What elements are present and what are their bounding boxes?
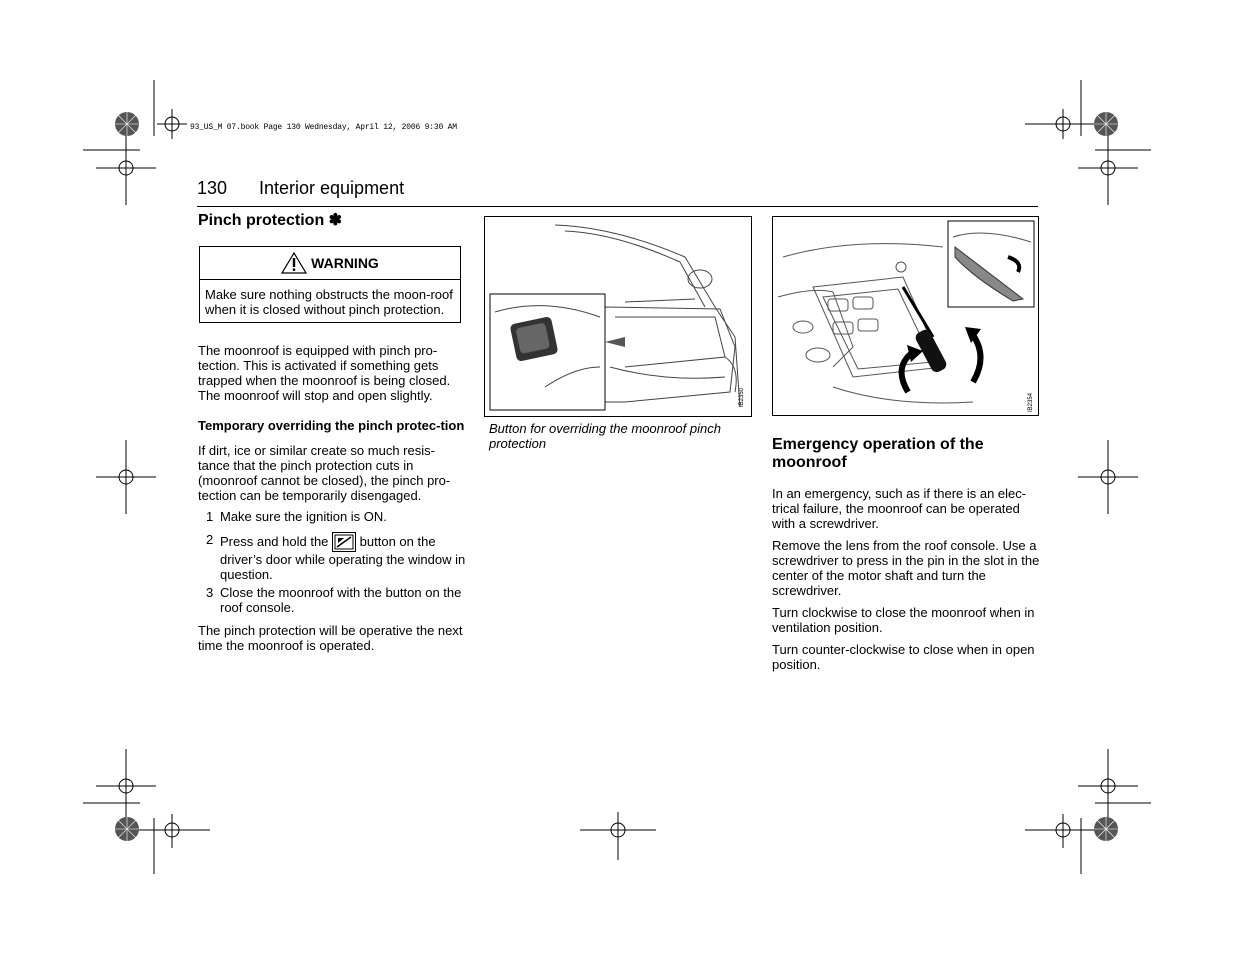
emergency-p3: Turn clockwise to close the moonroof when in ventilation position. bbox=[772, 605, 1035, 635]
pinch-intro: The moonroof is equipped with pinch pro-tection. This is activated if something gets trapped when the moonroof is being closed. The moonroof will stop and open slightly. bbox=[198, 343, 451, 403]
step-number: 3 bbox=[206, 585, 214, 600]
door-button-illustration bbox=[484, 216, 752, 417]
step-number: 2 bbox=[206, 532, 214, 547]
warning-title: WARNING bbox=[311, 254, 379, 271]
step-item bbox=[198, 585, 466, 615]
override-heading: Temporary overriding the pinch protec-tion bbox=[198, 418, 465, 433]
emergency-section bbox=[772, 436, 1040, 679]
figure2-code: IB2354 bbox=[1028, 392, 1034, 412]
figure1-code: IB2350 bbox=[739, 387, 745, 407]
emergency-p2: Remove the lens from the roof console. Use a screwdriver to press in the pin in the slot in the center of the motor shaft and turn the screwdriver. bbox=[772, 538, 1040, 598]
pinch-protection-section bbox=[198, 212, 466, 660]
step-text: Make sure the ignition is ON. bbox=[220, 509, 387, 524]
door-drawing bbox=[485, 217, 751, 416]
step-item bbox=[198, 509, 466, 524]
step-number: 1 bbox=[206, 509, 214, 524]
moonroof-override-button-icon bbox=[332, 532, 356, 552]
step-text-after: button on the driver’s door while operating the window in question. bbox=[220, 534, 466, 582]
pinch-closing: The pinch protection will be operative the next time the moonroof is operated. bbox=[198, 623, 463, 653]
roof-console-drawing bbox=[773, 217, 1038, 415]
step-text: Close the moonroof with the button on the roof console. bbox=[220, 585, 462, 615]
figure1-caption: Button for overriding the moonroof pinch protection bbox=[489, 421, 721, 451]
print-info: 93_US_M 07.book Page 130 Wednesday, April 12, 2006 9:30 AM bbox=[190, 123, 457, 132]
emergency-p4: Turn counter-clockwise to close when in open position. bbox=[772, 642, 1035, 672]
roof-console-illustration bbox=[772, 216, 1039, 416]
emergency-heading: Emergency operation of the moonroof bbox=[772, 436, 984, 471]
step-text-before: Press and hold the bbox=[220, 534, 329, 549]
warning-box bbox=[199, 246, 461, 323]
header-rule bbox=[197, 206, 1038, 207]
warning-triangle-icon bbox=[281, 252, 307, 274]
override-text: If dirt, ice or similar create so much resis-tance that the pinch protection cuts in (moonroof cannot be closed), the pinch pro-tection can be temporarily disengaged. bbox=[198, 443, 451, 503]
page-number: 130 bbox=[197, 178, 228, 198]
emergency-p1: In an emergency, such as if there is an elec-trical failure, the moonroof can be operated with a screwdriver. bbox=[772, 486, 1027, 531]
section-title: Interior equipment bbox=[259, 178, 405, 198]
warning-text: Make sure nothing obstructs the moon-roof when it is closed without pinch protection. bbox=[205, 287, 453, 317]
pinch-protection-heading: Pinch protection ✽ bbox=[198, 212, 343, 229]
override-steps bbox=[198, 509, 466, 615]
step-item bbox=[198, 532, 466, 582]
warning-header bbox=[200, 247, 460, 280]
